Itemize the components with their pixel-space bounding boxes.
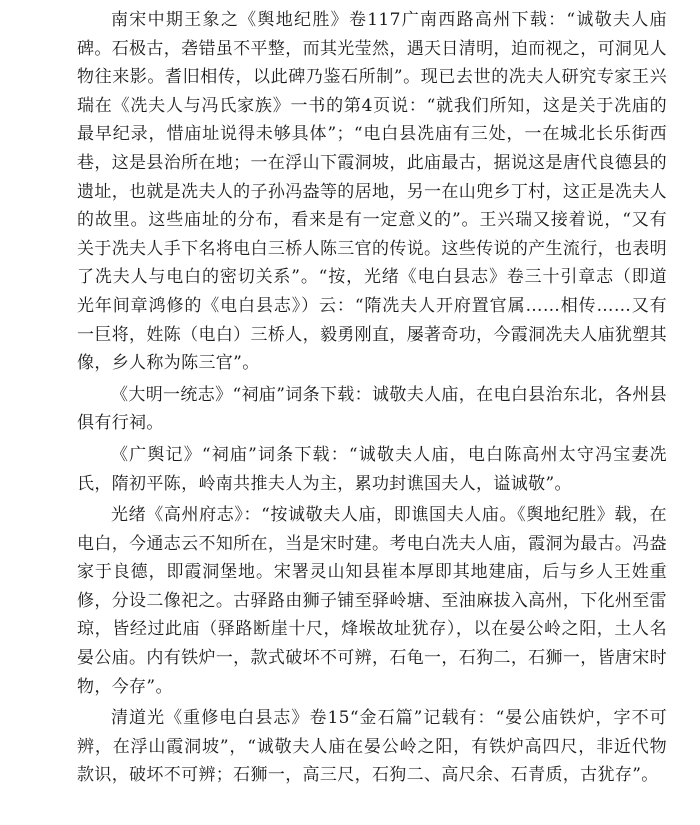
paragraph-guangyu-ji: 《广舆记》“祠庙”词条下载：“诚敬夫人庙，电白陈高州太守冯宝妻冼氏，隋初平陈，岭南共推夫人为主，累功封谯国夫人，谥诚敬”。 (77, 444, 667, 494)
paragraph-gaozhou-fuzhi: 光绪《高州府志》：“按诚敬夫人庙，即谯国夫人庙。《舆地纪胜》载，在电白，今通志云不知所在，当是宋时建。考电白冼夫人庙，霞洞为最古。冯盎家于良德，即霞洞堡地。宋署灵山知县崔本厚即其地建庙，后与乡人王姓重修，分设二像祀之。古驿路由狮子铺至驿岭塘、至油麻拔入高州，下化州至雷琼，皆经过此庙（驿路断崖十尺，烽堠故址犹存），以在晏公岭之阳，土人名晏公庙。内有铁炉一，款式破坏不可辨，石龟一，石狗二，石狮一，皆唐宋时物，今存”。 (77, 505, 667, 697)
paragraph-dianbai-xianzhi: 清道光《重修电白县志》卷15“金石篇”记载有：“晏公庙铁炉，字不可辨，在浮山霞洞坡”，“诚敬夫人庙在晏公岭之阳，有铁炉高四尺，非近代物款识，破坏不可辨；石狮一，高三尺，石狗二、高尺余、石青质，古犹存”。 (77, 708, 667, 786)
document-page (77, 6, 667, 790)
paragraph-daming-yitongzhi: 《大明一统志》“祠庙”词条下载：诚敬夫人庙，在电白县治东北，各州县俱有行祠。 (77, 384, 667, 434)
paragraph-yudi-jisheng: 南宋中期王象之《舆地纪胜》卷117广南西路高州下载：“诚敬夫人庙碑。石极古，砻错虽不平整，而其光莹然，遇天日清明，迫而视之，可洞见人物往来影。耆旧相传，以此碑乃鉴石所制”。现已去世的冼夫人研究专家王兴瑞在《冼夫人与冯氏家族》一书的第4页说：“就我们所知，这是关于冼庙的最早纪录，惜庙址说得未够具体”；“电白县冼庙有三处，一在城北长乐街西巷，这是县治所在地；一在浮山下霞洞坡，此庙最古，据说这是唐代良德县的遗址，也就是冼夫人的子孙冯盎等的居地，另一在山兜乡丁村，这正是冼夫人的故里。这些庙址的分布，看来是有一定意义的”。王兴瑞又接着说，“又有关于冼夫人手下名将电白三桥人陈三官的传说。这些传说的产生流行，也表明了冼夫人与电白的密切关系”。“按，光绪《电白县志》卷三十引章志（即道光年间章鸿修的《电白县志》）云：“隋冼夫人开府置官属……相传……又有一巨将，姓陈（电白）三桥人，毅勇刚直，屡著奇功，今霞洞冼夫人庙犹塑其像，乡人称为陈三官”。 (77, 10, 667, 374)
